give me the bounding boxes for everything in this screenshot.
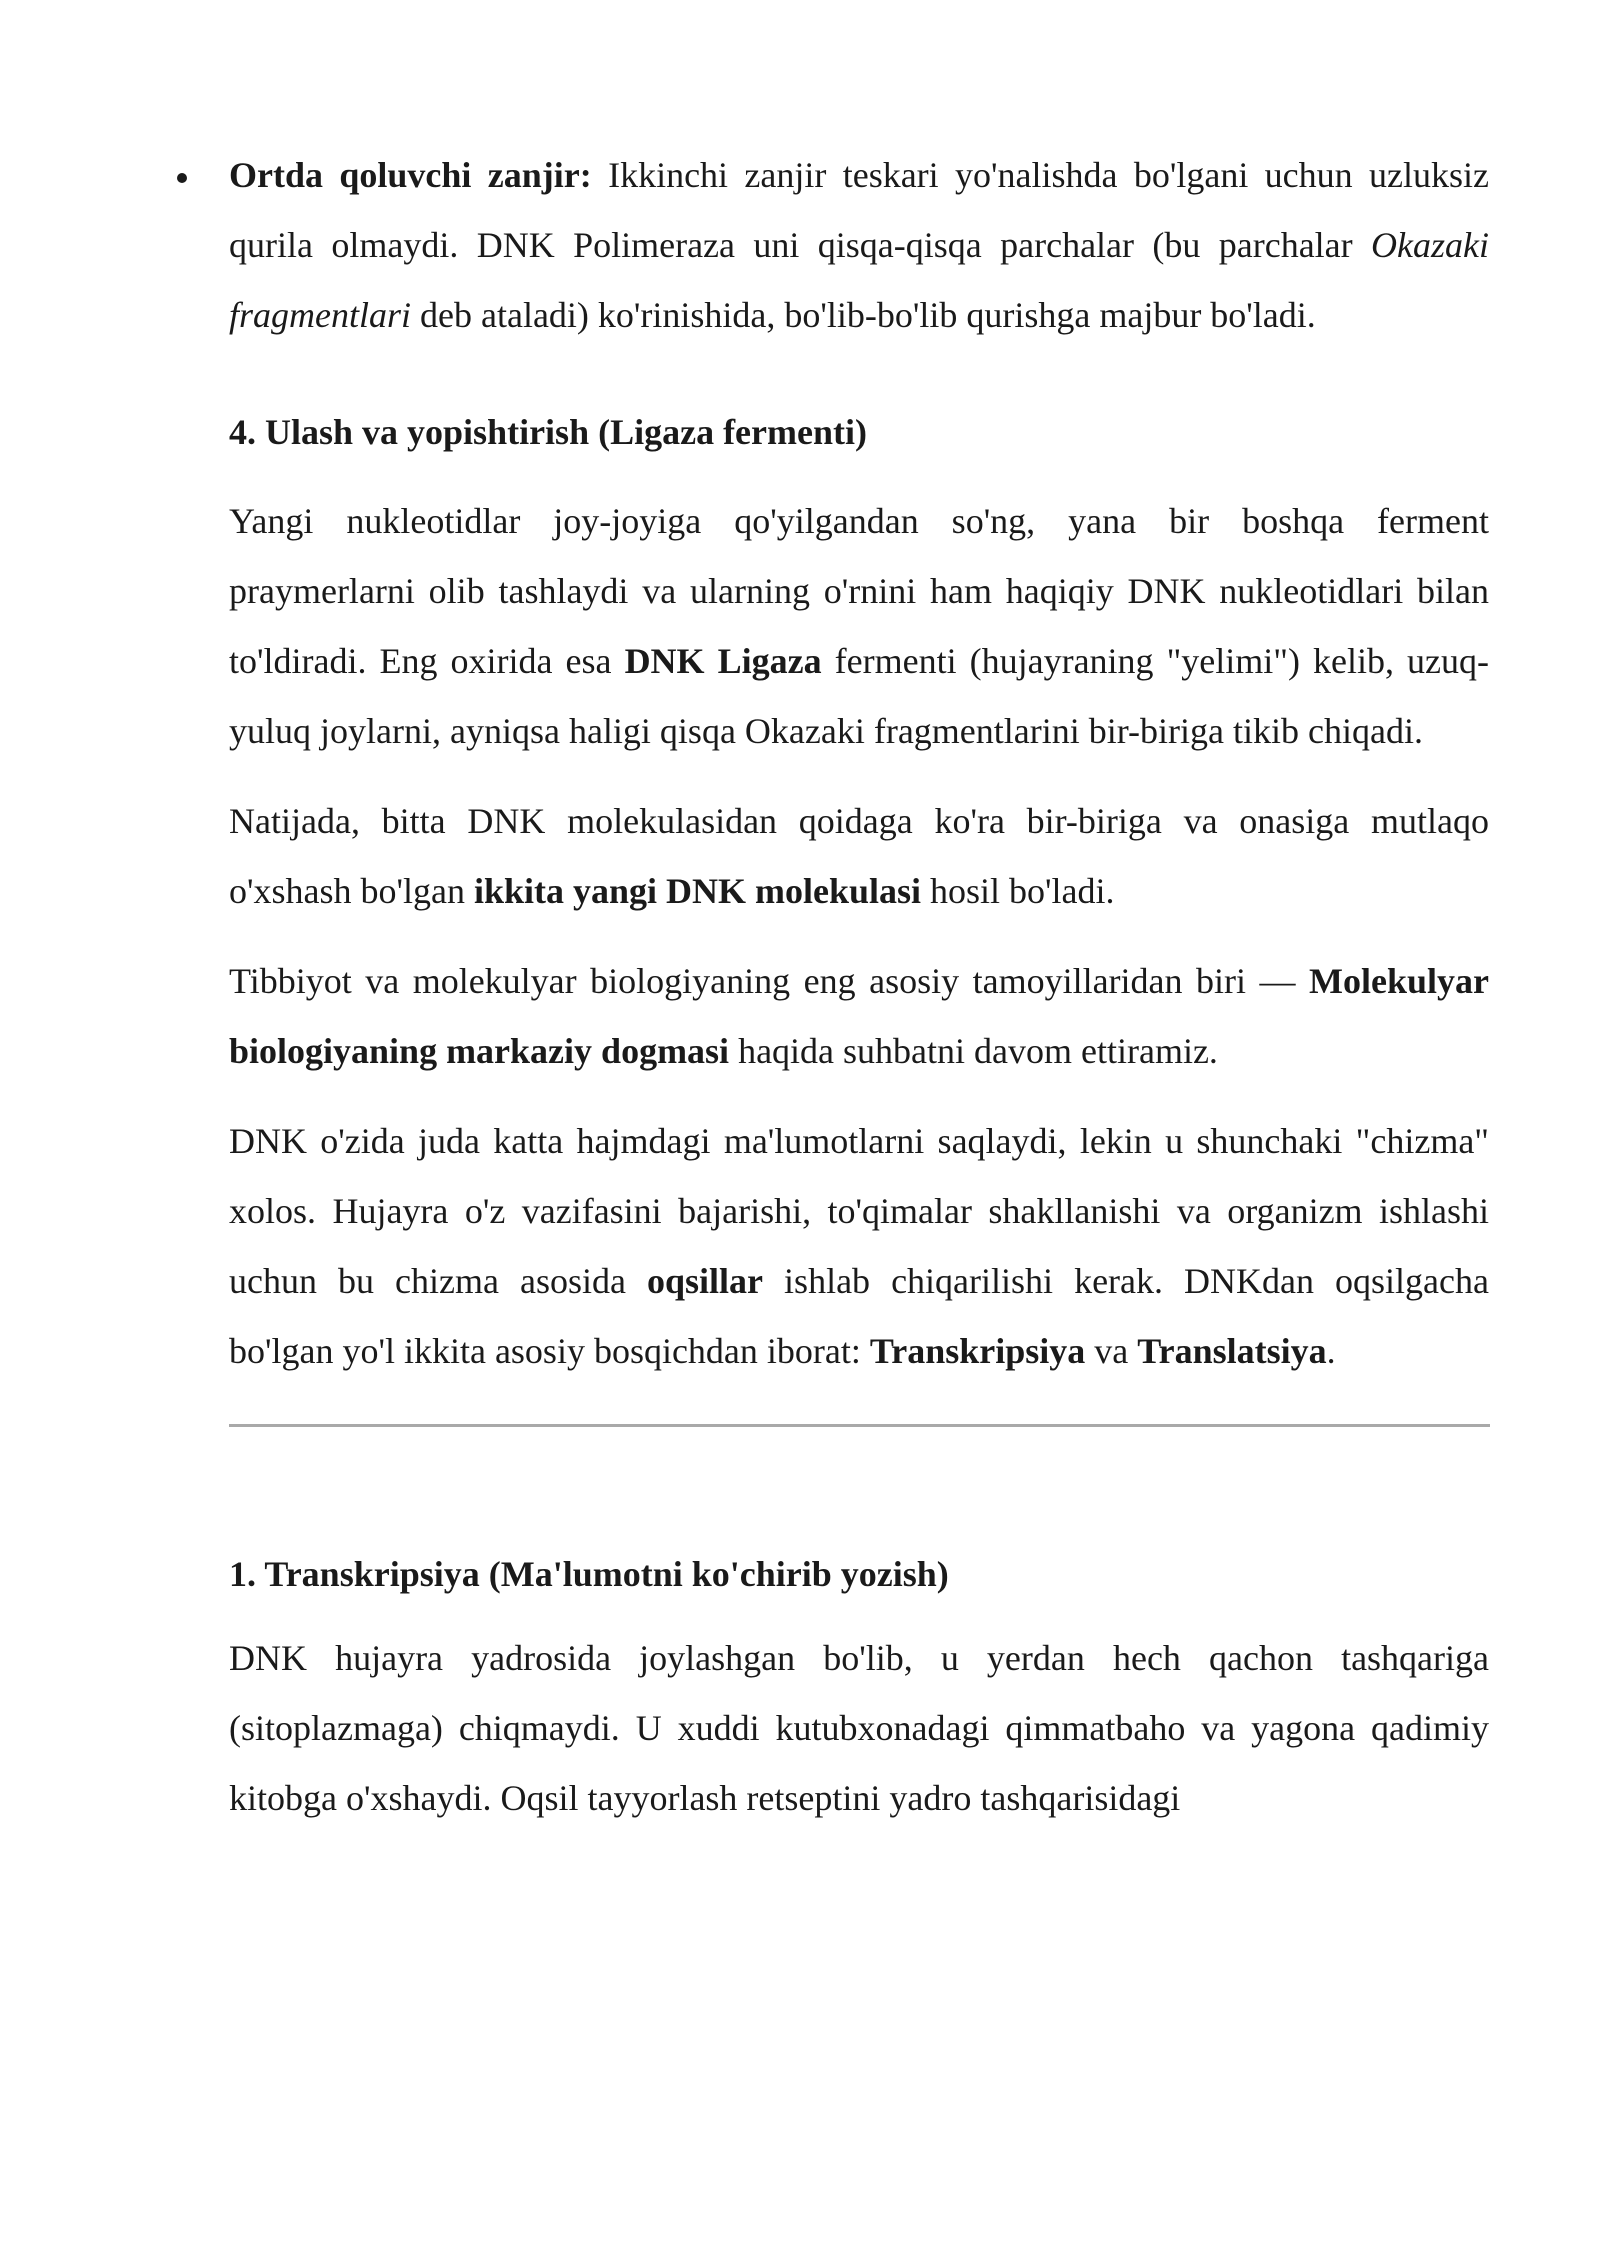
- paragraph-text: haqida suhbatni davom ettiramiz.: [729, 1031, 1218, 1071]
- paragraph-ligase: [229, 486, 1489, 766]
- paragraph-text: ishlab chiqarilishi kerak. DNKdan oqsilgacha bo'lgan yo'l ikkita asosiy bosqichdan iborat:: [229, 1261, 1489, 1371]
- bullet-dot-icon: [177, 173, 187, 183]
- paragraph-result: [229, 786, 1489, 926]
- paragraph-text: Natijada, bitta DNK molekulasidan qoidaga ko'ra bir-biriga va onasiga mutlaqo o'xshash bo'lgan: [229, 801, 1489, 911]
- paragraph-text: fermenti (hujayraning "yelimi") kelib, uzuq-yuluq joylarni, ayniqsa haligi qisqa Okazaki fragmentlarini bir-biriga tikib chiqadi.: [229, 641, 1489, 751]
- okazaki-term: Okazaki fragmentlari: [229, 225, 1489, 335]
- paragraph-transcription: DNK hujayra yadrosida joylashgan bo'lib, u yerdan hech qachon tashqariga (sitoplazmaga) chiqmaydi. U xuddi kutubxonadagi qimmatbaho va yagona qadimiy kitobga o'xshaydi. Oqsil tayyorlash retseptini yadro tashqarisidagi: [229, 1638, 1489, 1818]
- bullet-text-end: deb ataladi) ko'rinishida, bo'lib-bo'lib qurishga majbur bo'ladi.: [411, 295, 1316, 335]
- bold-term: DNK Ligaza: [624, 641, 822, 681]
- horizontal-divider: [229, 1424, 1490, 1427]
- paragraph-text: DNK o'zida juda katta hajmdagi ma'lumotlarni saqlaydi, lekin u shunchaki "chizma" xolos. Hujayra o'z vazifasini bajarishi, to'qimalar shakllanishi va organizm ishlashi uchun bu chizma asosida: [229, 1121, 1489, 1301]
- bold-term: Molekulyar biologiyaning markaziy dogmasi: [229, 961, 1489, 1071]
- bold-term: ikkita yangi DNK molekulasi: [473, 871, 922, 911]
- bullet-text: Ikkinchi zanjir teskari yo'nalishda bo'lgani uchun uzluksiz qurila olmaydi. DNK Polimeraza uni qisqa-qisqa parchalar (bu parchalar: [229, 155, 1489, 265]
- section-heading-ligase: 4. Ulash va yopishtirish (Ligaza fermenti): [229, 412, 867, 452]
- section-heading-transcription: 1. Transkripsiya (Ma'lumotni ko'chirib yozish): [229, 1554, 949, 1594]
- bold-term: oqsillar: [647, 1261, 764, 1301]
- bold-term: Translatsiya: [1137, 1331, 1327, 1371]
- paragraph-text: .: [1326, 1331, 1336, 1371]
- document-page: [229, 140, 1489, 1833]
- bold-term: Transkripsiya: [869, 1331, 1086, 1371]
- bullet-item-lagging-strand: [229, 140, 1489, 350]
- paragraph-central-dogma: [229, 946, 1489, 1086]
- bullet-label: Ortda qoluvchi zanjir:: [229, 155, 592, 195]
- paragraph-text: hosil bo'ladi.: [921, 871, 1115, 911]
- paragraph-dna-blueprint: [229, 1106, 1489, 1386]
- paragraph-text: va: [1085, 1331, 1138, 1371]
- bullet-paragraph: [229, 140, 1489, 350]
- paragraph-text: Tibbiyot va molekulyar biologiyaning eng asosiy tamoyillaridan biri —: [229, 961, 1310, 1001]
- paragraph-text: Yangi nukleotidlar joy-joyiga qo'yilgandan so'ng, yana bir boshqa ferment praymerlarni olib tashlaydi va ularning o'rnini ham haqiqiy DNK nukleotidlari bilan to'ldiradi. Eng oxirida esa: [229, 501, 1489, 681]
